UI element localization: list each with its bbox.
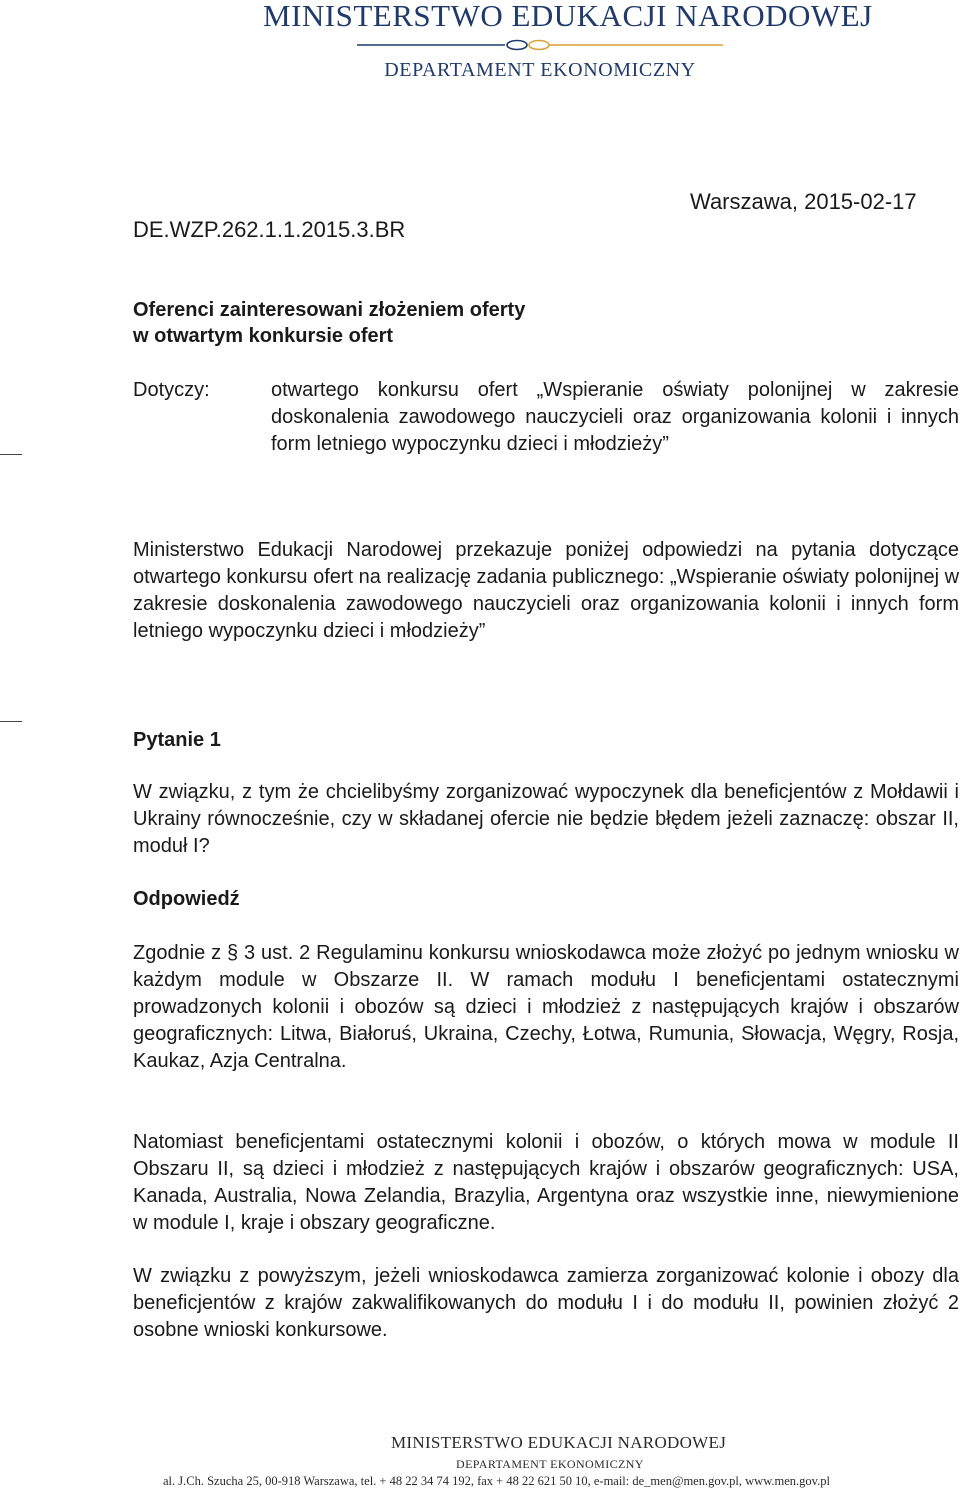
letterhead-department-name: DEPARTAMENT EKONOMICZNY	[384, 59, 696, 81]
fold-mark	[0, 454, 22, 455]
answer-paragraph: Zgodnie z § 3 ust. 2 Regulaminu konkursu wnioskodawca może złożyć po jednym wniosku w każdym module w Obszarze II. W ramach modułu I beneficjentami ostatecznymi prowadzonych kolonii i obozów są dzieci i młodzież z następujących krajów i obszarów geograficznych: Litwa, Białoruś, Ukraina, Czechy, Łotwa, Rumunia, Słowacja, Węgry, Rosja, Kaukaz, Azja Centralna.	[133, 942, 959, 1072]
answer-paragraph: Natomiast beneficjentami ostatecznymi kolonii i obozów, o których mowa w module II Obszaru II, są dzieci i młodzież z następujących krajów i obszarów geograficznych: USA, Kanada, Australia, Nowa Zelandia, Brazylia, Argentyna oraz wszystkie inne, niewymienione w module I, kraje i obszary geograficzne.	[133, 1131, 959, 1234]
fold-mark	[0, 721, 22, 722]
recipient-line: Oferenci zainteresowani złożeniem oferty	[133, 299, 526, 321]
letterhead-divider-icon	[357, 38, 723, 52]
intro-paragraph: Ministerstwo Edukacji Narodowej przekazuje poniżej odpowiedzi na pytania dotyczące otwartego konkursu ofert na realizację zadania publicznego: „Wspieranie oświaty polonijnej w zakresie doskonalenia zawodowego nauczycieli oraz organizowania kolonii i innych form letniego wypoczynku dzieci i młodzieży”	[133, 539, 960, 642]
document-reference-number: DE.WZP.262.1.1.2015.3.BR	[133, 217, 406, 242]
recipient-block	[133, 297, 733, 349]
footer-ministry-name: MINISTERSTWO EDUKACJI NARODOWEJ	[391, 1433, 727, 1452]
answer-heading: Odpowiedź	[133, 888, 240, 910]
document-date: Warszawa, 2015-02-17	[690, 189, 917, 214]
footer-contact-address: al. J.Ch. Szucha 25, 00-918 Warszawa, tel. + 48 22 34 74 192, fax + 48 22 621 50 10, e-mail: de_men@men.gov.pl, www.men.gov.pl	[163, 1474, 830, 1488]
question-heading: Pytanie 1	[133, 729, 221, 751]
letterhead-ministry-name: MINISTERSTWO EDUKACJI NARODOWEJ	[263, 0, 873, 33]
subject-text: otwartego konkursu ofert „Wspieranie oświaty polonijnej w zakresie doskonalenia zawodowego nauczycieli oraz organizowania kolonii i innych form letniego wypoczynku dzieci i młodzieży”	[271, 379, 959, 455]
recipient-line: w otwartym konkursie ofert	[133, 325, 394, 347]
subject-label: Dotyczy:	[133, 379, 210, 401]
footer-department-name: DEPARTAMENT EKONOMICZNY	[456, 1457, 644, 1471]
answer-paragraph: W związku z powyższym, jeżeli wnioskodawca zamierza zorganizować kolonie i obozy dla beneficjentów z krajów zakwalifikowanych do modułu I i do modułu II, powinien złożyć 2 osobne wnioski konkursowe.	[133, 1265, 959, 1341]
question-text: W związku, z tym że chcielibyśmy zorganizować wypoczynek dla beneficjentów z Mołdawii i Ukrainy równocześnie, czy w składanej ofercie nie będzie błędem jeżeli zaznaczę: obszar II, moduł I?	[133, 781, 959, 857]
